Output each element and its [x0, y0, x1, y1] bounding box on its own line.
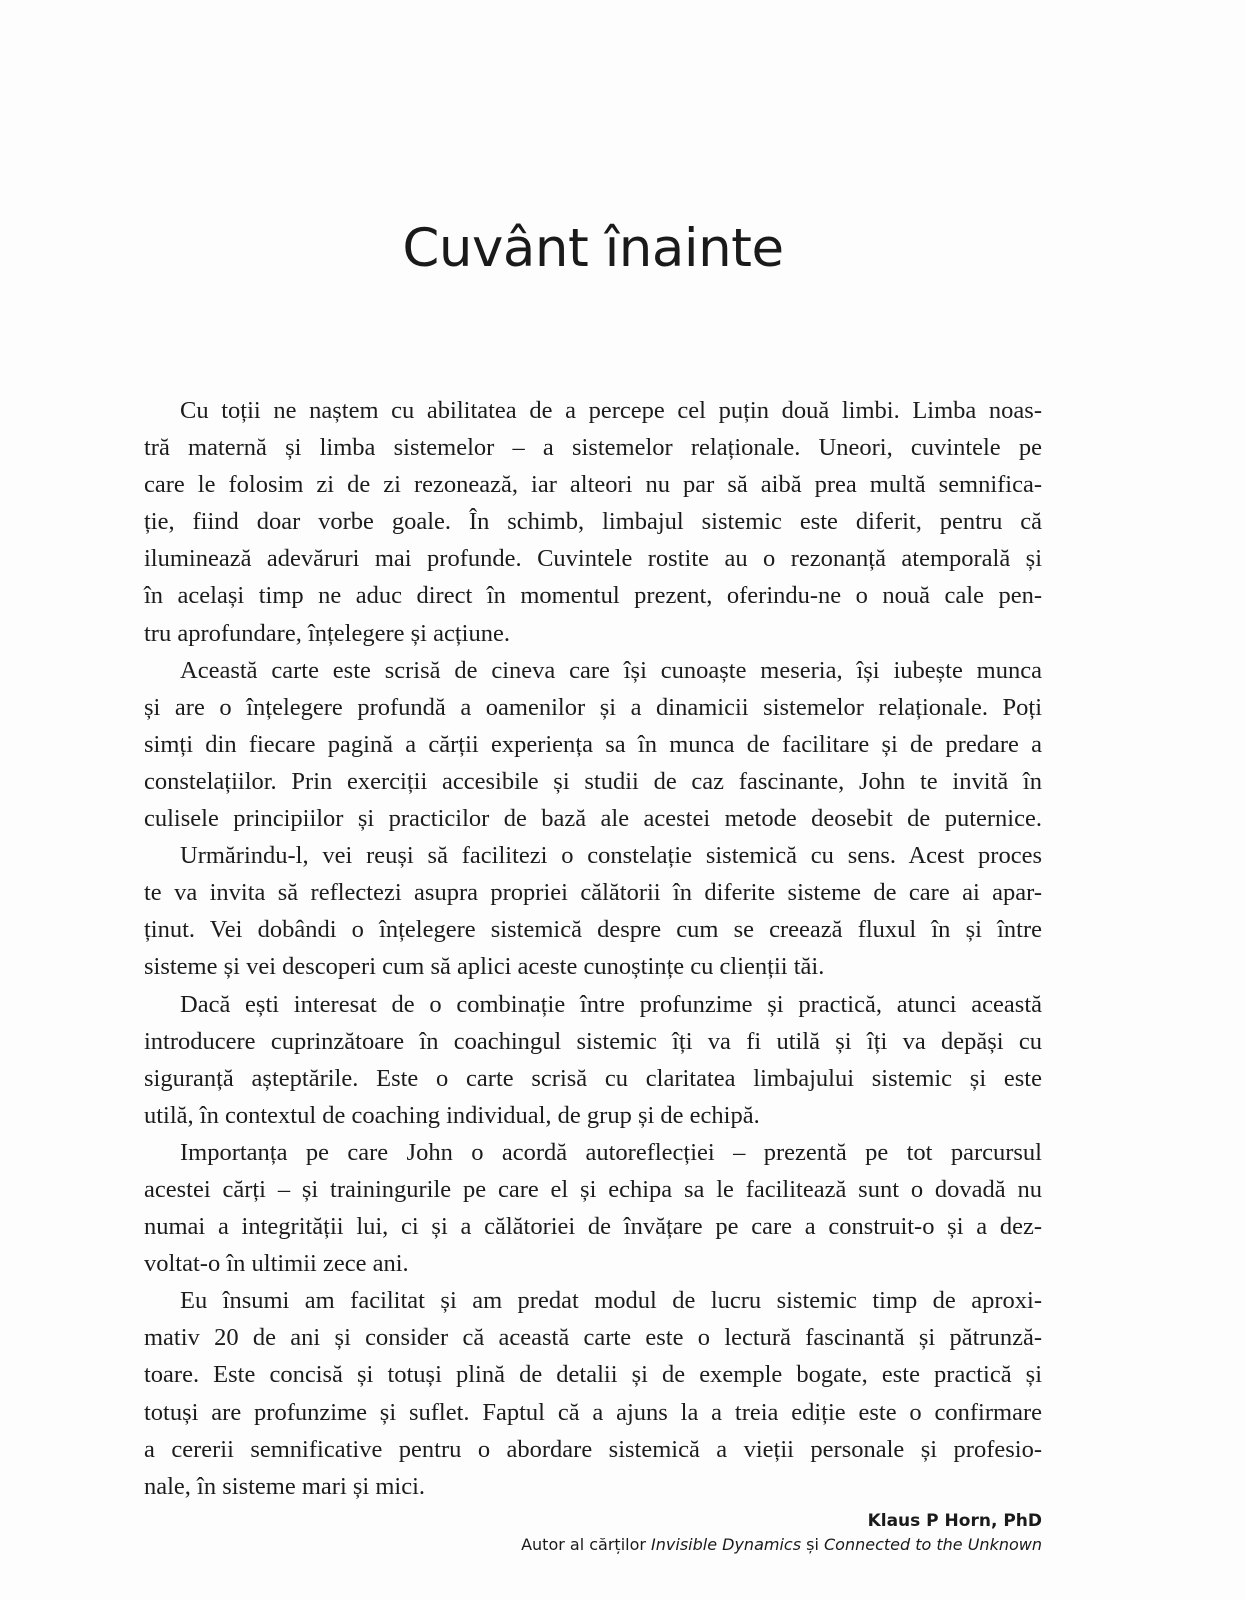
text-line: introducere cuprinzătoare în coachingul sistemic îți va fi utilă și îți va depăși cu [144, 1027, 1042, 1055]
author-name: Klaus P Horn, PhD [867, 1511, 1042, 1531]
text-line: culisele principiilor și practicilor de bază ale acestei metode deosebit de puternice. [144, 805, 1042, 833]
paragraph [144, 1282, 1042, 1505]
paragraph [144, 837, 1042, 985]
signature-block [521, 1509, 1042, 1557]
text-line: te va invita să reflectezi asupra propriei călătorii în diferite sisteme de care ai apar- [144, 879, 1042, 907]
text-line: numai a integrității lui, ci și a călătoriei de învățare pe care a construit-o și a dez- [144, 1213, 1042, 1241]
text-line: totuși are profunzime și suflet. Faptul că a ajuns la a treia ediție este o confirmare [144, 1398, 1042, 1426]
text-line: sisteme și vei descoperi cum să aplici aceste cunoștințe cu clienții tăi. [144, 953, 825, 981]
text-line: care le folosim zi de zi rezonează, iar alteori nu par să aibă prea multă semnifica- [144, 471, 1042, 499]
book-title-2: Connected to the Unknown [823, 1535, 1042, 1554]
text-line: ținut. Vei dobândi o înțelegere sistemică despre cum se creează fluxul în și între [144, 916, 1042, 944]
text-line: simți din fiecare pagină a cărții experiența sa în munca de facilitare și de predare a [144, 730, 1042, 758]
author-description [521, 1533, 1042, 1557]
text-line: Această carte este scrisă de cineva care își cunoaște meseria, își iubește munca [180, 656, 1042, 684]
text-line: siguranță așteptările. Este o carte scrisă cu claritatea limbajului sistemic și este [144, 1064, 1042, 1092]
text-line: în același timp ne aduc direct în momentul prezent, oferindu-ne o nouă cale pen- [144, 582, 1042, 610]
text-line: Importanța pe care John o acordă autoreflecției – prezentă pe tot parcursul [180, 1138, 1042, 1166]
text-line: tră maternă și limba sistemelor – a sistemelor relaționale. Uneori, cuvintele pe [144, 434, 1042, 462]
book-title-1: Invisible Dynamics [651, 1535, 802, 1554]
text-line: ție, fiind doar vorbe goale. În schimb, limbajul sistemic este diferit, pentru că [144, 508, 1042, 536]
text-line: și are o înțelegere profundă a oamenilor și a dinamicii sistemelor relaționale. Poți [144, 693, 1042, 721]
text-line: a cererii semnificative pentru o abordare sistemică a vieții personale și profesio- [144, 1435, 1042, 1463]
foreword-body [144, 392, 1042, 1505]
text-line: nale, în sisteme mari și mici. [144, 1472, 426, 1500]
text-line: Dacă ești interesat de o combinație între profunzime și practică, atunci această [180, 990, 1042, 1018]
page-title: Cuvânt înainte [402, 218, 784, 279]
text-line: Eu însumi am facilitat și am predat modul de lucru sistemic timp de aproxi- [180, 1287, 1042, 1315]
text-line: mativ 20 de ani și consider că această carte este o lectură fascinantă și pătrunză- [144, 1324, 1042, 1352]
text-line: tru aprofundare, înțelegere și acțiune. [144, 619, 510, 647]
text-line: iluminează adevăruri mai profunde. Cuvintele rostite au o rezonanță atemporală și [144, 545, 1042, 573]
text-line: Cu toții ne naștem cu abilitatea de a percepe cel puțin două limbi. Limba noas- [180, 397, 1042, 424]
text-line: Urmărindu-l, vei reuși să facilitezi o constelație sistemică cu sens. Acest proces [180, 842, 1042, 870]
text-line: voltat-o în ultimii zece ani. [144, 1250, 409, 1278]
author-desc-prefix: Autor al cărților [521, 1535, 652, 1554]
paragraph [144, 986, 1042, 1134]
text-line: utilă, în contextul de coaching individual, de grup și de echipă. [144, 1101, 760, 1129]
paragraph [144, 652, 1042, 837]
text-line: toare. Este concisă și totuși plină de detalii și de exemple bogate, este practică și [144, 1361, 1042, 1389]
paragraph [144, 392, 1042, 652]
author-desc-conjunction: și [801, 1535, 824, 1554]
text-line: acestei cărți – și trainingurile pe care el și echipa sa le facilitează sunt o dovadă nu [144, 1175, 1042, 1203]
paragraph [144, 1134, 1042, 1282]
text-line: constelațiilor. Prin exerciții accesibile și studii de caz fascinante, John te invită în [144, 767, 1042, 795]
